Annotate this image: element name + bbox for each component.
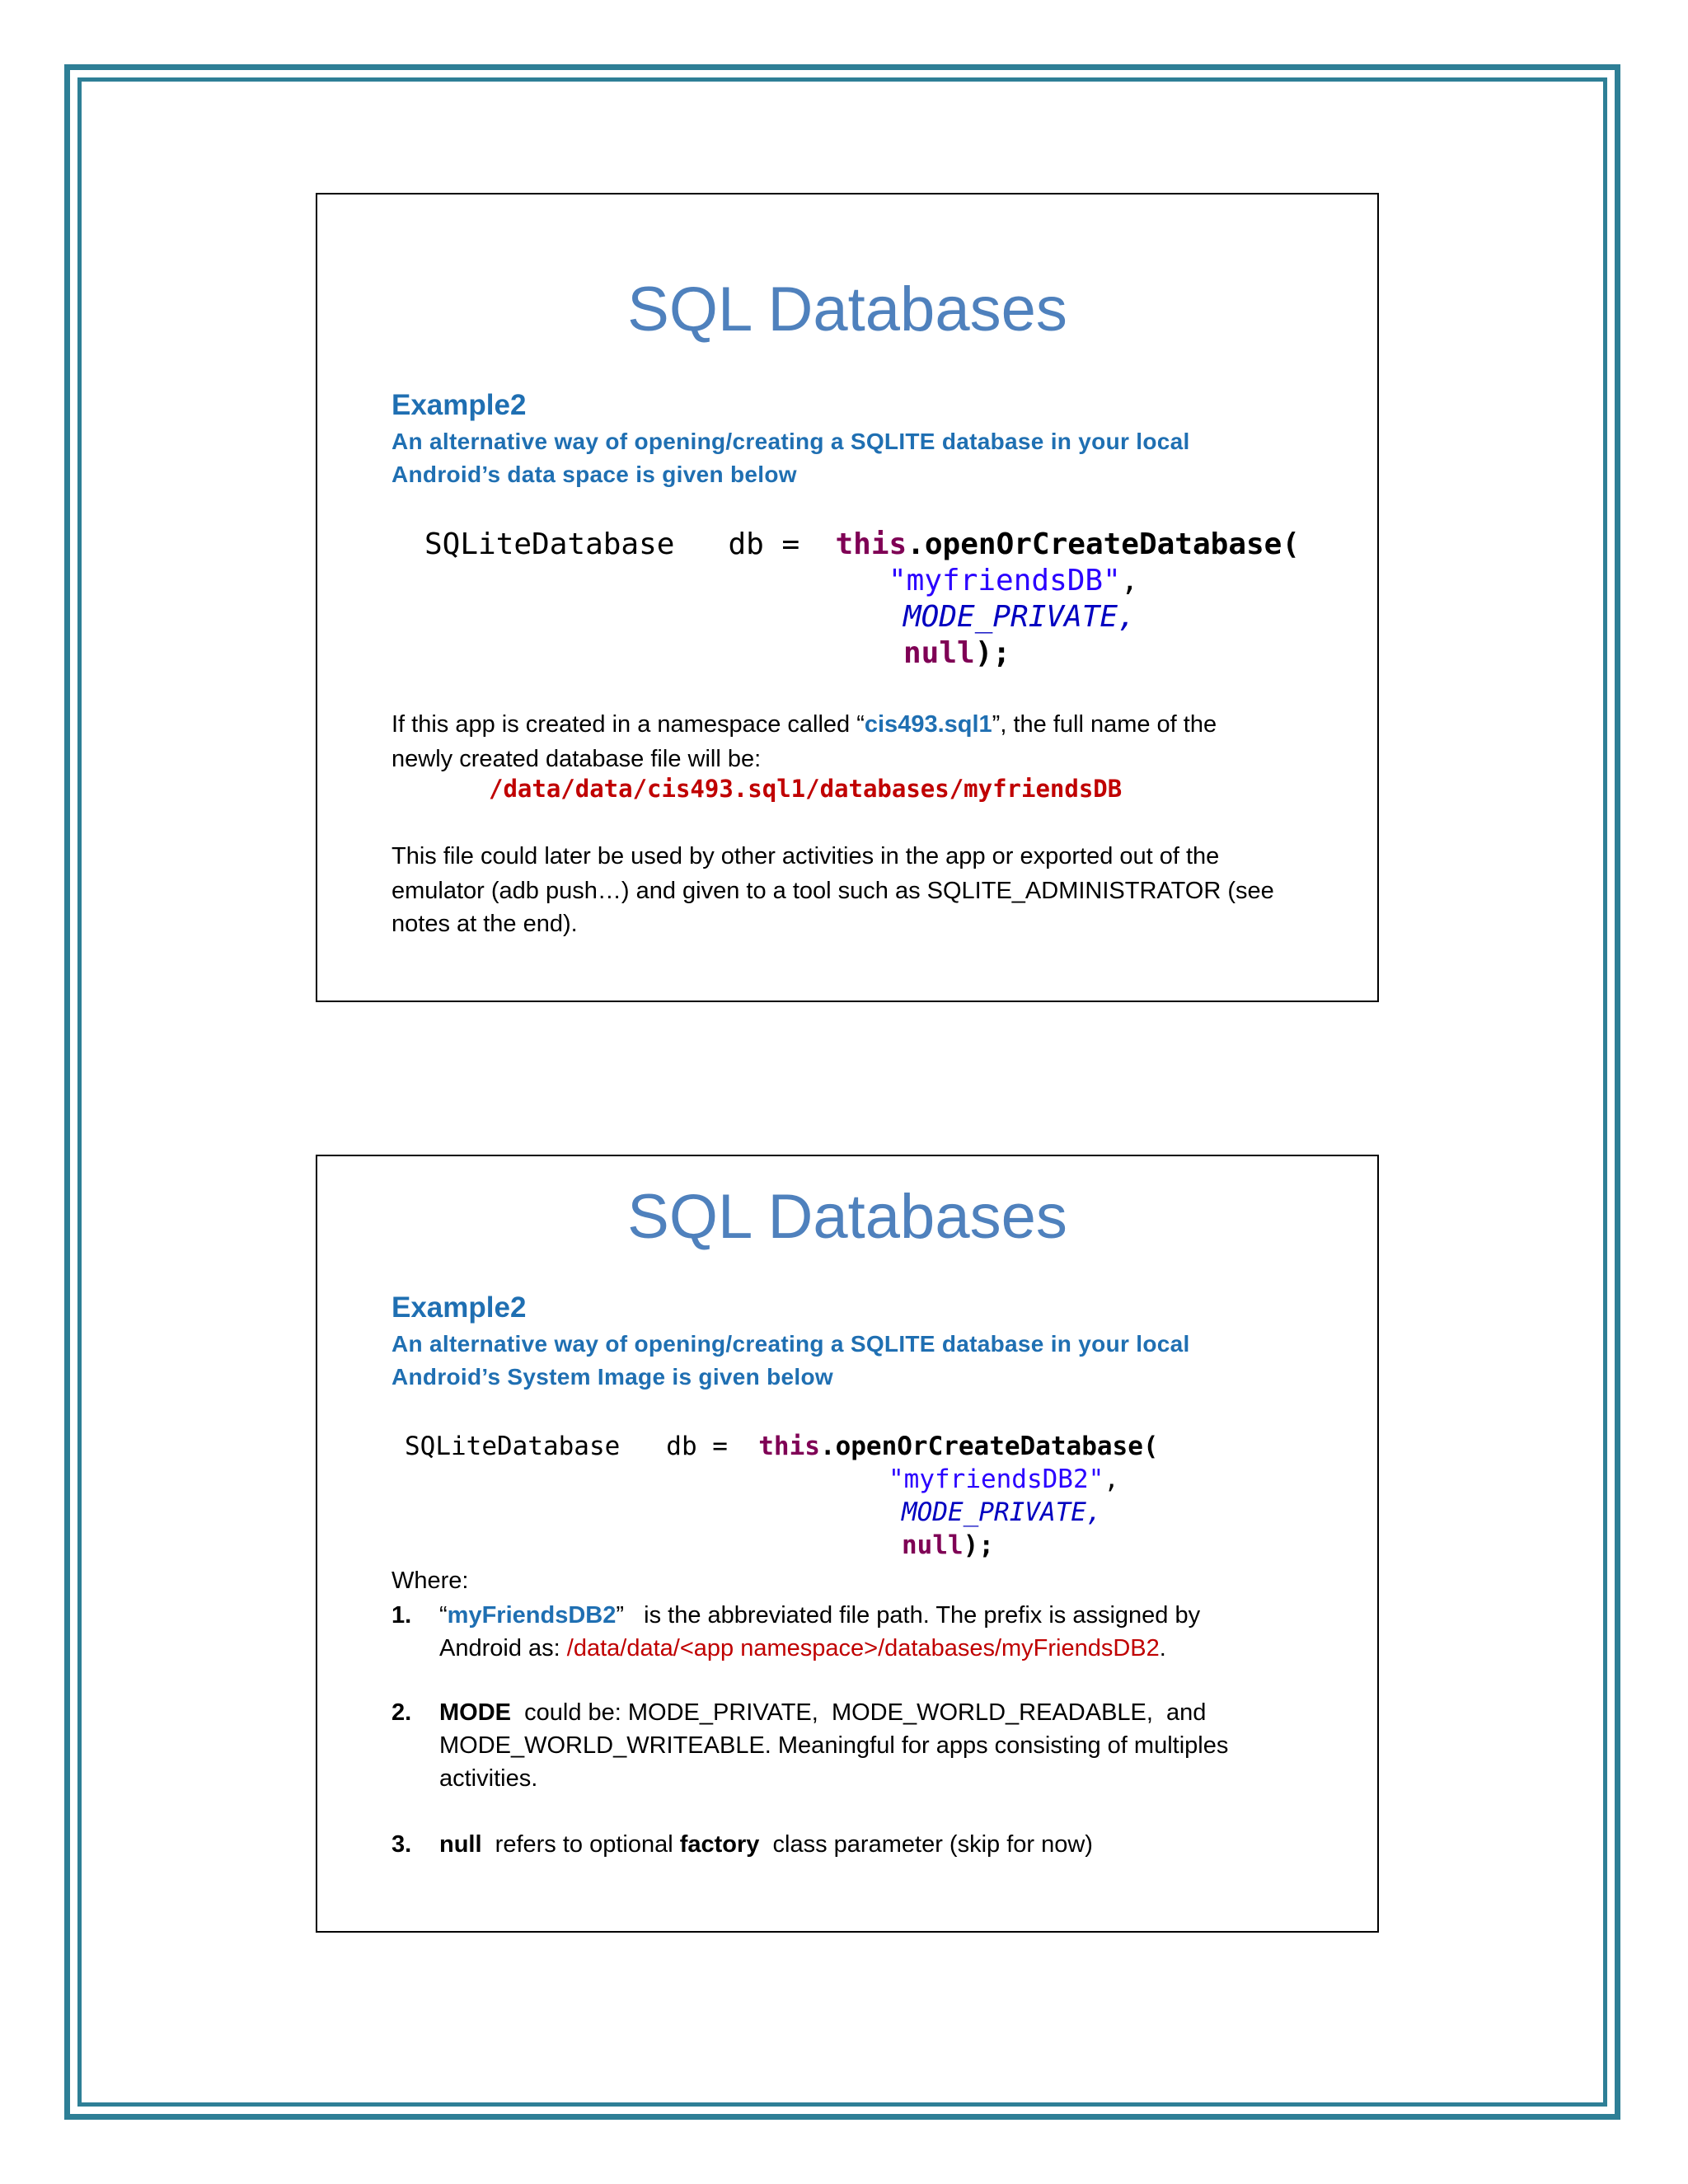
code-method: .openOrCreateDatabase(	[819, 1432, 1159, 1461]
code-arg-mode: MODE_PRIVATE	[903, 600, 1118, 634]
code-arg-mode: MODE_PRIVATE	[902, 1497, 1086, 1527]
slide-1	[316, 193, 1379, 1002]
code-line-4	[903, 636, 1010, 670]
list-text: .	[1159, 1635, 1166, 1661]
code-line-3	[902, 1497, 1102, 1527]
mode-keyword: MODE	[439, 1699, 511, 1726]
code-close: );	[963, 1530, 994, 1560]
list-item-3	[392, 1827, 1093, 1862]
code-arg-null: null	[903, 636, 975, 670]
paragraph-1-line-2: newly created database file will be:	[392, 746, 762, 772]
list-number: 3.	[392, 1831, 412, 1858]
list-text: could be: MODE_PRIVATE, MODE_WORLD_READABLE, and	[511, 1699, 1207, 1726]
slide-2	[316, 1155, 1379, 1933]
code-method: .openOrCreateDatabase(	[907, 527, 1301, 561]
list-item-1-line-2	[439, 1631, 1166, 1666]
code-this-keyword: this	[758, 1432, 820, 1461]
code-line-3	[903, 600, 1136, 634]
list-number: 1.	[392, 1602, 412, 1629]
list-item-1-line-1	[392, 1598, 1200, 1633]
paragraph-text: If this app is created in a namespace called “	[392, 711, 865, 738]
paragraph-2-line-2: emulator (adb push…) and given to a tool such as SQLITE_ADMINISTRATOR (see	[392, 878, 1274, 904]
paragraph-2-line-1: This file could later be used by other activities in the app or exported out of the	[392, 843, 1220, 869]
code-close: );	[974, 636, 1011, 670]
filename-highlight: myFriendsDB2	[447, 1602, 617, 1629]
list-number: 2.	[392, 1699, 412, 1726]
code-line-1	[405, 1432, 1159, 1461]
list-text: Android as:	[439, 1635, 567, 1661]
quote-mark: “	[439, 1602, 448, 1629]
subtitle-line-2: Android’s System Image is given below	[392, 1364, 833, 1390]
paragraph-text: ”, the full name of the	[992, 711, 1217, 738]
subtitle-line-1: An alternative way of opening/creating a SQLITE database in your local	[392, 1331, 1190, 1357]
list-item-2-line-1	[392, 1695, 1206, 1730]
code-arg-null: null	[902, 1530, 964, 1560]
paragraph-1-line-1	[392, 707, 1217, 742]
subtitle-line-1: An alternative way of opening/creating a SQLITE database in your local	[392, 429, 1190, 454]
where-label: Where:	[392, 1568, 469, 1594]
slide-title: SQL Databases	[627, 1182, 1067, 1252]
paragraph-2-line-3: notes at the end).	[392, 911, 578, 937]
example-label: Example2	[392, 1291, 527, 1324]
list-text: ” is the abbreviated file path. The prefix is assigned by	[616, 1602, 1201, 1629]
slide-title: SQL Databases	[627, 274, 1067, 344]
system-path: /data/data/<app namespace>/databases/myFriendsDB2	[566, 1635, 1160, 1661]
code-line-1	[424, 527, 1300, 561]
list-item-2-line-3: activities.	[439, 1765, 538, 1792]
namespace-highlight: cis493.sql1	[864, 711, 992, 738]
code-this-keyword: this	[835, 527, 907, 561]
code-comma: ,	[1120, 564, 1139, 598]
code-line-4	[902, 1530, 994, 1560]
code-lhs: SQLiteDatabase db =	[424, 527, 836, 561]
database-path: /data/data/cis493.sql1/databases/myfriendsDB	[489, 775, 1123, 803]
code-arg-name: "myfriendsDB"	[889, 564, 1121, 598]
list-text: class parameter (skip for now)	[759, 1831, 1093, 1858]
code-lhs: SQLiteDatabase db =	[405, 1432, 759, 1461]
factory-keyword: factory	[679, 1831, 760, 1858]
code-line-2	[889, 1465, 1119, 1494]
null-keyword: null	[439, 1831, 482, 1858]
example-label: Example2	[392, 389, 527, 421]
code-comma: ,	[1085, 1497, 1102, 1527]
list-text: refers to optional	[481, 1831, 680, 1858]
code-comma: ,	[1118, 600, 1136, 634]
code-arg-name: "myfriendsDB2"	[889, 1465, 1104, 1494]
subtitle-line-2: Android’s data space is given below	[392, 462, 797, 487]
code-comma: ,	[1104, 1465, 1119, 1494]
code-line-2	[889, 564, 1138, 598]
list-item-2-line-2: MODE_WORLD_WRITEABLE. Meaningful for apps consisting of multiples	[439, 1732, 1229, 1759]
